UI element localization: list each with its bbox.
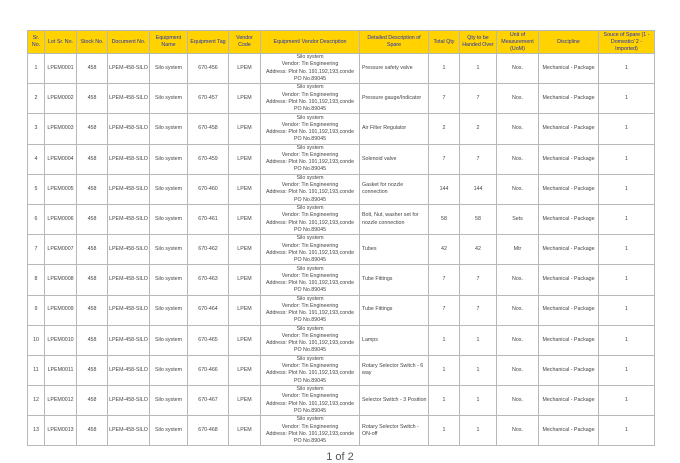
cell-stock-no: 458 (77, 174, 108, 204)
cell-total-qty: 2 (429, 114, 460, 144)
cell-lot-sr-no: LPEM0009 (45, 295, 77, 325)
vendor-line: PO No.89045 (293, 347, 327, 354)
cell-qty-handed-over: 42 (460, 235, 497, 265)
cell-spare-description: Pressure gauge/Indicator (360, 84, 429, 114)
vendor-line: Silo system (296, 114, 324, 121)
header-total-qty: Total Qty (429, 31, 460, 54)
cell-lot-sr-no: LPEM0003 (45, 114, 77, 144)
cell-equipment-name: Silo system (150, 235, 188, 265)
table-row (28, 416, 655, 446)
header-vendor-code: Vendor Code (229, 31, 261, 54)
cell-equipment-tag: 670-463 (188, 265, 229, 295)
cell-total-qty: 58 (429, 204, 460, 234)
cell-equipment-tag: 670-456 (188, 54, 229, 84)
cell-uom: Nos. (497, 114, 539, 144)
cell-total-qty: 42 (429, 235, 460, 265)
cell-uom: Mtr (497, 235, 539, 265)
cell-sr-no: 5 (28, 174, 45, 204)
cell-uom: Nos. (497, 325, 539, 355)
cell-equipment-tag: 670-457 (188, 84, 229, 114)
cell-source-of-spare: 1 (599, 235, 655, 265)
cell-discipline: Mechanical - Package (539, 144, 599, 174)
cell-equipment-name: Silo system (150, 325, 188, 355)
cell-document-no: LPEM-458-SILO (108, 144, 150, 174)
cell-vendor-code: LPEM (229, 84, 261, 114)
cell-qty-handed-over: 58 (460, 204, 497, 234)
cell-total-qty: 7 (429, 265, 460, 295)
cell-total-qty: 1 (429, 355, 460, 385)
vendor-line: PO No.89045 (293, 105, 327, 112)
vendor-line: Address: Plot No. 191,192,193,conde (265, 189, 355, 196)
vendor-line: Silo system (296, 386, 324, 393)
cell-discipline: Mechanical - Package (539, 355, 599, 385)
cell-equipment-tag: 670-464 (188, 295, 229, 325)
cell-source-of-spare: 1 (599, 204, 655, 234)
cell-uom: Nos. (497, 416, 539, 446)
cell-vendor-description (261, 114, 360, 144)
cell-vendor-description (261, 386, 360, 416)
cell-discipline: Mechanical - Package (539, 204, 599, 234)
header-source-of-spare: Souce of Spare (1 - Domestic/ 2 - Imported) (599, 31, 655, 54)
cell-equipment-tag: 670-465 (188, 325, 229, 355)
cell-lot-sr-no: LPEM0006 (45, 204, 77, 234)
vendor-line: Silo system (296, 295, 324, 302)
cell-spare-description: Gasket for nozzle connection (360, 174, 429, 204)
cell-uom: Nos. (497, 144, 539, 174)
cell-spare-description: Selector Switch - 3 Position (360, 386, 429, 416)
table-row (28, 204, 655, 234)
table-row (28, 325, 655, 355)
cell-equipment-tag: 670-461 (188, 204, 229, 234)
cell-discipline: Mechanical - Package (539, 295, 599, 325)
header-sr-no: Sr. No. (28, 31, 45, 54)
cell-uom: Sets (497, 204, 539, 234)
cell-vendor-code: LPEM (229, 144, 261, 174)
cell-lot-sr-no: LPEM0008 (45, 265, 77, 295)
vendor-line: Silo system (296, 416, 324, 423)
cell-total-qty: 1 (429, 386, 460, 416)
cell-spare-description: Rotary Selector Switch - ON-off (360, 416, 429, 446)
cell-qty-handed-over: 1 (460, 325, 497, 355)
cell-sr-no: 11 (28, 355, 45, 385)
cell-sr-no: 3 (28, 114, 45, 144)
cell-equipment-name: Silo system (150, 204, 188, 234)
cell-stock-no: 458 (77, 235, 108, 265)
cell-document-no: LPEM-458-SILO (108, 114, 150, 144)
cell-total-qty: 1 (429, 416, 460, 446)
cell-uom: Nos. (497, 174, 539, 204)
cell-equipment-name: Silo system (150, 386, 188, 416)
cell-document-no: LPEM-458-SILO (108, 325, 150, 355)
vendor-line: Vendor: Tin Engineering (281, 393, 339, 400)
cell-qty-handed-over: 1 (460, 355, 497, 385)
cell-source-of-spare: 1 (599, 386, 655, 416)
header-equipment-name: Equipment Name (150, 31, 188, 54)
table-row (28, 174, 655, 204)
cell-discipline: Mechanical - Package (539, 235, 599, 265)
cell-equipment-tag: 670-458 (188, 114, 229, 144)
vendor-line: PO No.89045 (293, 407, 327, 414)
vendor-line: Address: Plot No. 191,192,193,conde (265, 279, 355, 286)
cell-total-qty: 7 (429, 295, 460, 325)
cell-vendor-description (261, 325, 360, 355)
cell-lot-sr-no: LPEM0011 (45, 355, 77, 385)
cell-total-qty: 144 (429, 174, 460, 204)
cell-stock-no: 458 (77, 325, 108, 355)
cell-stock-no: 458 (77, 295, 108, 325)
header-equipment-tag: Equipment Tag (188, 31, 229, 54)
cell-uom: Nos. (497, 265, 539, 295)
vendor-line: Vendor: Tin Engineering (281, 272, 339, 279)
cell-equipment-name: Silo system (150, 84, 188, 114)
vendor-line: Silo system (296, 54, 324, 61)
cell-document-no: LPEM-458-SILO (108, 295, 150, 325)
cell-source-of-spare: 1 (599, 84, 655, 114)
cell-document-no: LPEM-458-SILO (108, 355, 150, 385)
cell-vendor-description (261, 355, 360, 385)
vendor-line: Vendor: Tin Engineering (281, 121, 339, 128)
cell-vendor-description (261, 235, 360, 265)
cell-vendor-description (261, 84, 360, 114)
cell-qty-handed-over: 1 (460, 386, 497, 416)
cell-qty-handed-over: 1 (460, 416, 497, 446)
cell-equipment-name: Silo system (150, 144, 188, 174)
cell-vendor-code: LPEM (229, 386, 261, 416)
cell-vendor-code: LPEM (229, 174, 261, 204)
header-discipline: Discipline (539, 31, 599, 54)
cell-spare-description: Tube Fittings (360, 295, 429, 325)
cell-spare-description: Bolt, Nut, washer set for nozzle connection (360, 204, 429, 234)
cell-sr-no: 4 (28, 144, 45, 174)
cell-source-of-spare: 1 (599, 265, 655, 295)
vendor-line: Address: Plot No. 191,192,193,conde (265, 340, 355, 347)
cell-total-qty: 7 (429, 144, 460, 174)
vendor-line: Silo system (296, 265, 324, 272)
header-lot-sr-no: Lot Sr. No. (45, 31, 77, 54)
cell-equipment-tag: 670-468 (188, 416, 229, 446)
vendor-line: Vendor: Tin Engineering (281, 182, 339, 189)
vendor-line: Vendor: Tin Engineering (281, 333, 339, 340)
vendor-line: Silo system (296, 84, 324, 91)
vendor-line: Silo system (296, 144, 324, 151)
cell-qty-handed-over: 7 (460, 265, 497, 295)
cell-uom: Nos. (497, 386, 539, 416)
vendor-line: Address: Plot No. 191,192,193,conde (265, 430, 355, 437)
cell-lot-sr-no: LPEM0012 (45, 386, 77, 416)
cell-vendor-code: LPEM (229, 355, 261, 385)
header-document-no: Document No. (108, 31, 150, 54)
cell-vendor-description (261, 174, 360, 204)
vendor-line: Address: Plot No. 191,192,193,conde (265, 98, 355, 105)
cell-source-of-spare: 1 (599, 295, 655, 325)
cell-stock-no: 458 (77, 265, 108, 295)
header-vendor-description: Equipment/ Vendor Description (261, 31, 360, 54)
cell-vendor-code: LPEM (229, 325, 261, 355)
cell-document-no: LPEM-458-SILO (108, 174, 150, 204)
cell-discipline: Mechanical - Package (539, 386, 599, 416)
cell-equipment-tag: 670-462 (188, 235, 229, 265)
cell-document-no: LPEM-458-SILO (108, 54, 150, 84)
table-row (28, 295, 655, 325)
cell-equipment-name: Silo system (150, 416, 188, 446)
vendor-line: Vendor: Tin Engineering (281, 423, 339, 430)
cell-source-of-spare: 1 (599, 144, 655, 174)
vendor-line: Vendor: Tin Engineering (281, 242, 339, 249)
cell-vendor-description (261, 54, 360, 84)
cell-sr-no: 9 (28, 295, 45, 325)
cell-spare-description: Lamps (360, 325, 429, 355)
cell-vendor-description (261, 144, 360, 174)
cell-sr-no: 2 (28, 84, 45, 114)
cell-qty-handed-over: 144 (460, 174, 497, 204)
vendor-line: Vendor: Tin Engineering (281, 363, 339, 370)
cell-stock-no: 458 (77, 386, 108, 416)
vendor-line: Vendor: Tin Engineering (281, 151, 339, 158)
cell-discipline: Mechanical - Package (539, 84, 599, 114)
cell-document-no: LPEM-458-SILO (108, 386, 150, 416)
vendor-line: PO No.89045 (293, 317, 327, 324)
cell-spare-description: Solenoid valve (360, 144, 429, 174)
header-stock-no: Stock No. (77, 31, 108, 54)
cell-total-qty: 7 (429, 84, 460, 114)
vendor-line: PO No.89045 (293, 136, 327, 143)
cell-spare-description: Rotary Selector Switch - 6 way (360, 355, 429, 385)
cell-stock-no: 458 (77, 204, 108, 234)
cell-uom: Nos. (497, 84, 539, 114)
vendor-line: Address: Plot No. 191,192,193,conde (265, 219, 355, 226)
cell-equipment-name: Silo system (150, 355, 188, 385)
cell-equipment-tag: 670-459 (188, 144, 229, 174)
cell-equipment-name: Silo system (150, 265, 188, 295)
vendor-line: Address: Plot No. 191,192,193,conde (265, 370, 355, 377)
cell-sr-no: 10 (28, 325, 45, 355)
cell-uom: Nos. (497, 355, 539, 385)
spares-table (27, 30, 655, 446)
cell-vendor-description (261, 204, 360, 234)
cell-source-of-spare: 1 (599, 174, 655, 204)
cell-stock-no: 458 (77, 54, 108, 84)
table-row (28, 144, 655, 174)
cell-document-no: LPEM-458-SILO (108, 235, 150, 265)
cell-spare-description: Pressure safety valve (360, 54, 429, 84)
cell-vendor-code: LPEM (229, 54, 261, 84)
cell-spare-description: Air Filter Regulator (360, 114, 429, 144)
cell-qty-handed-over: 7 (460, 295, 497, 325)
cell-lot-sr-no: LPEM0007 (45, 235, 77, 265)
vendor-line: Address: Plot No. 191,192,193,conde (265, 249, 355, 256)
cell-equipment-name: Silo system (150, 295, 188, 325)
cell-equipment-tag: 670-467 (188, 386, 229, 416)
vendor-line: PO No.89045 (293, 166, 327, 173)
vendor-line: PO No.89045 (293, 377, 327, 384)
cell-sr-no: 7 (28, 235, 45, 265)
vendor-line: Vendor: Tin Engineering (281, 61, 339, 68)
table-row (28, 386, 655, 416)
cell-lot-sr-no: LPEM0001 (45, 54, 77, 84)
vendor-line: PO No.89045 (293, 256, 327, 263)
vendor-line: Address: Plot No. 191,192,193,conde (265, 310, 355, 317)
cell-vendor-description (261, 416, 360, 446)
cell-source-of-spare: 1 (599, 114, 655, 144)
vendor-line: PO No.89045 (293, 226, 327, 233)
cell-equipment-tag: 670-466 (188, 355, 229, 385)
cell-sr-no: 6 (28, 204, 45, 234)
cell-source-of-spare: 1 (599, 325, 655, 355)
cell-discipline: Mechanical - Package (539, 416, 599, 446)
vendor-line: Vendor: Tin Engineering (281, 91, 339, 98)
cell-total-qty: 1 (429, 325, 460, 355)
header-spare-description: Detailed Description of Spare (360, 31, 429, 54)
cell-document-no: LPEM-458-SILO (108, 265, 150, 295)
vendor-line: PO No.89045 (293, 287, 327, 294)
cell-discipline: Mechanical - Package (539, 265, 599, 295)
cell-vendor-description (261, 295, 360, 325)
vendor-line: Address: Plot No. 191,192,193,conde (265, 68, 355, 75)
cell-discipline: Mechanical - Package (539, 54, 599, 84)
cell-sr-no: 8 (28, 265, 45, 295)
vendor-line: Address: Plot No. 191,192,193,conde (265, 128, 355, 135)
cell-lot-sr-no: LPEM0010 (45, 325, 77, 355)
cell-lot-sr-no: LPEM0004 (45, 144, 77, 174)
table-row (28, 114, 655, 144)
cell-lot-sr-no: LPEM0002 (45, 84, 77, 114)
cell-discipline: Mechanical - Package (539, 114, 599, 144)
page-number: 1 of 2 (326, 451, 354, 463)
vendor-line: PO No.89045 (293, 196, 327, 203)
cell-vendor-code: LPEM (229, 235, 261, 265)
vendor-line: Vendor: Tin Engineering (281, 302, 339, 309)
vendor-line: PO No.89045 (293, 438, 327, 445)
cell-document-no: LPEM-458-SILO (108, 204, 150, 234)
cell-vendor-code: LPEM (229, 416, 261, 446)
cell-sr-no: 13 (28, 416, 45, 446)
cell-vendor-code: LPEM (229, 114, 261, 144)
vendor-line: Silo system (296, 356, 324, 363)
table-row (28, 265, 655, 295)
cell-stock-no: 458 (77, 355, 108, 385)
vendor-line: Address: Plot No. 191,192,193,conde (265, 400, 355, 407)
vendor-line: Silo system (296, 205, 324, 212)
cell-stock-no: 458 (77, 144, 108, 174)
cell-lot-sr-no: LPEM0013 (45, 416, 77, 446)
cell-equipment-name: Silo system (150, 174, 188, 204)
vendor-line: PO No.89045 (293, 75, 327, 82)
cell-spare-description: Tubes (360, 235, 429, 265)
cell-lot-sr-no: LPEM0005 (45, 174, 77, 204)
cell-discipline: Mechanical - Package (539, 174, 599, 204)
table-row (28, 84, 655, 114)
table-row (28, 54, 655, 84)
cell-discipline: Mechanical - Package (539, 325, 599, 355)
header-uom: Unit of Measurement (UoM) (497, 31, 539, 54)
vendor-line: Silo system (296, 235, 324, 242)
cell-source-of-spare: 1 (599, 416, 655, 446)
cell-stock-no: 458 (77, 114, 108, 144)
cell-source-of-spare: 1 (599, 355, 655, 385)
vendor-line: Address: Plot No. 191,192,193,conde (265, 159, 355, 166)
cell-qty-handed-over: 7 (460, 144, 497, 174)
cell-uom: Nos. (497, 295, 539, 325)
cell-qty-handed-over: 2 (460, 114, 497, 144)
header-row (28, 31, 655, 54)
cell-equipment-name: Silo system (150, 54, 188, 84)
vendor-line: Silo system (296, 325, 324, 332)
cell-qty-handed-over: 7 (460, 84, 497, 114)
cell-vendor-code: LPEM (229, 204, 261, 234)
cell-qty-handed-over: 1 (460, 54, 497, 84)
vendor-line: Vendor: Tin Engineering (281, 212, 339, 219)
cell-vendor-code: LPEM (229, 295, 261, 325)
vendor-line: Silo system (296, 174, 324, 181)
header-qty-handed-over: Qty to be Handed Over (460, 31, 497, 54)
table-row (28, 235, 655, 265)
cell-stock-no: 458 (77, 416, 108, 446)
cell-uom: Nos. (497, 54, 539, 84)
cell-equipment-tag: 670-460 (188, 174, 229, 204)
cell-source-of-spare: 1 (599, 54, 655, 84)
cell-vendor-code: LPEM (229, 265, 261, 295)
cell-stock-no: 458 (77, 84, 108, 114)
cell-equipment-name: Silo system (150, 114, 188, 144)
cell-document-no: LPEM-458-SILO (108, 416, 150, 446)
table-row (28, 355, 655, 385)
cell-document-no: LPEM-458-SILO (108, 84, 150, 114)
cell-sr-no: 12 (28, 386, 45, 416)
cell-sr-no: 1 (28, 54, 45, 84)
cell-total-qty: 1 (429, 54, 460, 84)
cell-vendor-description (261, 265, 360, 295)
cell-spare-description: Tube Fittings (360, 265, 429, 295)
